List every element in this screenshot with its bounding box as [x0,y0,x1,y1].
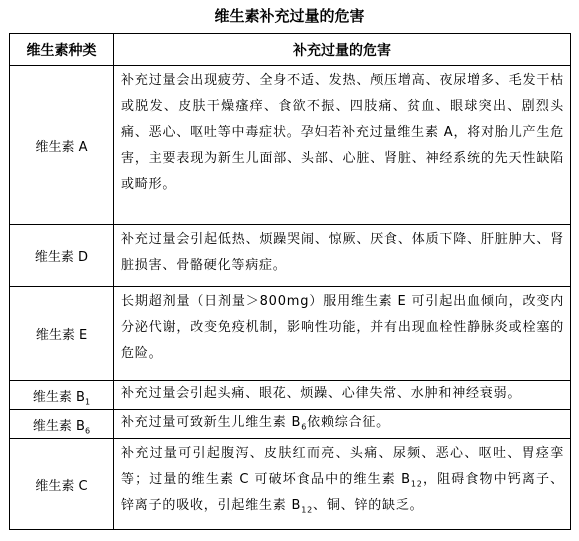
header-hazard: 补充过量的危害 [114,34,571,66]
table-row [10,381,571,410]
hazard-text-post: 依赖综合征。 [307,415,390,430]
vitamin-hazard-table [9,33,571,530]
hazard-text: 补充过量会引起低热、烦躁哭闹、惊厥、厌食、体质下降、肝脏肿大、肾脏损害、骨骼硬化等病症。 [114,225,571,287]
table-row [10,287,571,381]
hazard-text [114,410,571,439]
hazard-subscript: 12 [301,505,314,515]
table-row [10,66,571,225]
hazard-text [114,439,571,530]
hazard-text-post: 、铜、锌的缺乏。 [313,498,424,513]
vitamin-name-main: 维生素 B [32,389,85,405]
vitamin-name-subscript: 6 [84,426,91,436]
vitamin-name [10,410,114,439]
vitamin-name [10,381,114,410]
hazard-text: 补充过量会引起头痛、眼花、烦躁、心律失常、水肿和神经衰弱。 [114,381,571,410]
hazard-text-pre: 补充过量可引起腹泻、皮肤红而亮、头痛、尿频、恶心、呕吐、胃痉挛等；过量的维生素 C 可破坏食品中的维生素 B [121,446,564,487]
hazard-text-mid: ，阻碍食物中钙离子、锌离子的吸收，引起维生素 B [121,472,564,513]
vitamin-name: 维生素 A [10,66,114,225]
table-header-row [10,34,571,66]
hazard-text: 长期超剂量（日剂量＞800mg）服用维生素 E 可引起出血倾向，改变内分泌代谢，改变免疫机制，影响性功能，并有出现血栓性静脉炎或栓塞的危险。 [114,287,571,381]
vitamin-name: 维生素 D [10,225,114,287]
vitamin-name-main: 维生素 B [32,418,85,434]
document-title: 维生素补充过量的危害 [214,7,365,25]
hazard-subscript: 12 [410,479,423,489]
table-row [10,439,571,530]
vitamin-name-subscript: 1 [84,397,91,407]
header-vitamin-type: 维生素种类 [10,34,114,66]
vitamin-name: 维生素 C [10,439,114,530]
vitamin-name: 维生素 E [10,287,114,381]
table-row [10,410,571,439]
table-row [10,225,571,287]
hazard-text: 补充过量会出现疲劳、全身不适、发热、颅压增高、夜尿增多、毛发干枯或脱发、皮肤干燥瘙痒、食欲不振、四肢痛、贫血、眼球突出、剧烈头痛、恶心、呕吐等中毒症状。孕妇若补充过量维生素 A，将对胎儿产生危害，主要表现为新生儿面部、头部、心脏、肾脏、神经系统的先天性缺陷或畸形。 [114,66,571,225]
hazard-subscript: 6 [301,422,308,432]
hazard-text-pre: 补充过量可致新生儿维生素 B [121,415,302,430]
